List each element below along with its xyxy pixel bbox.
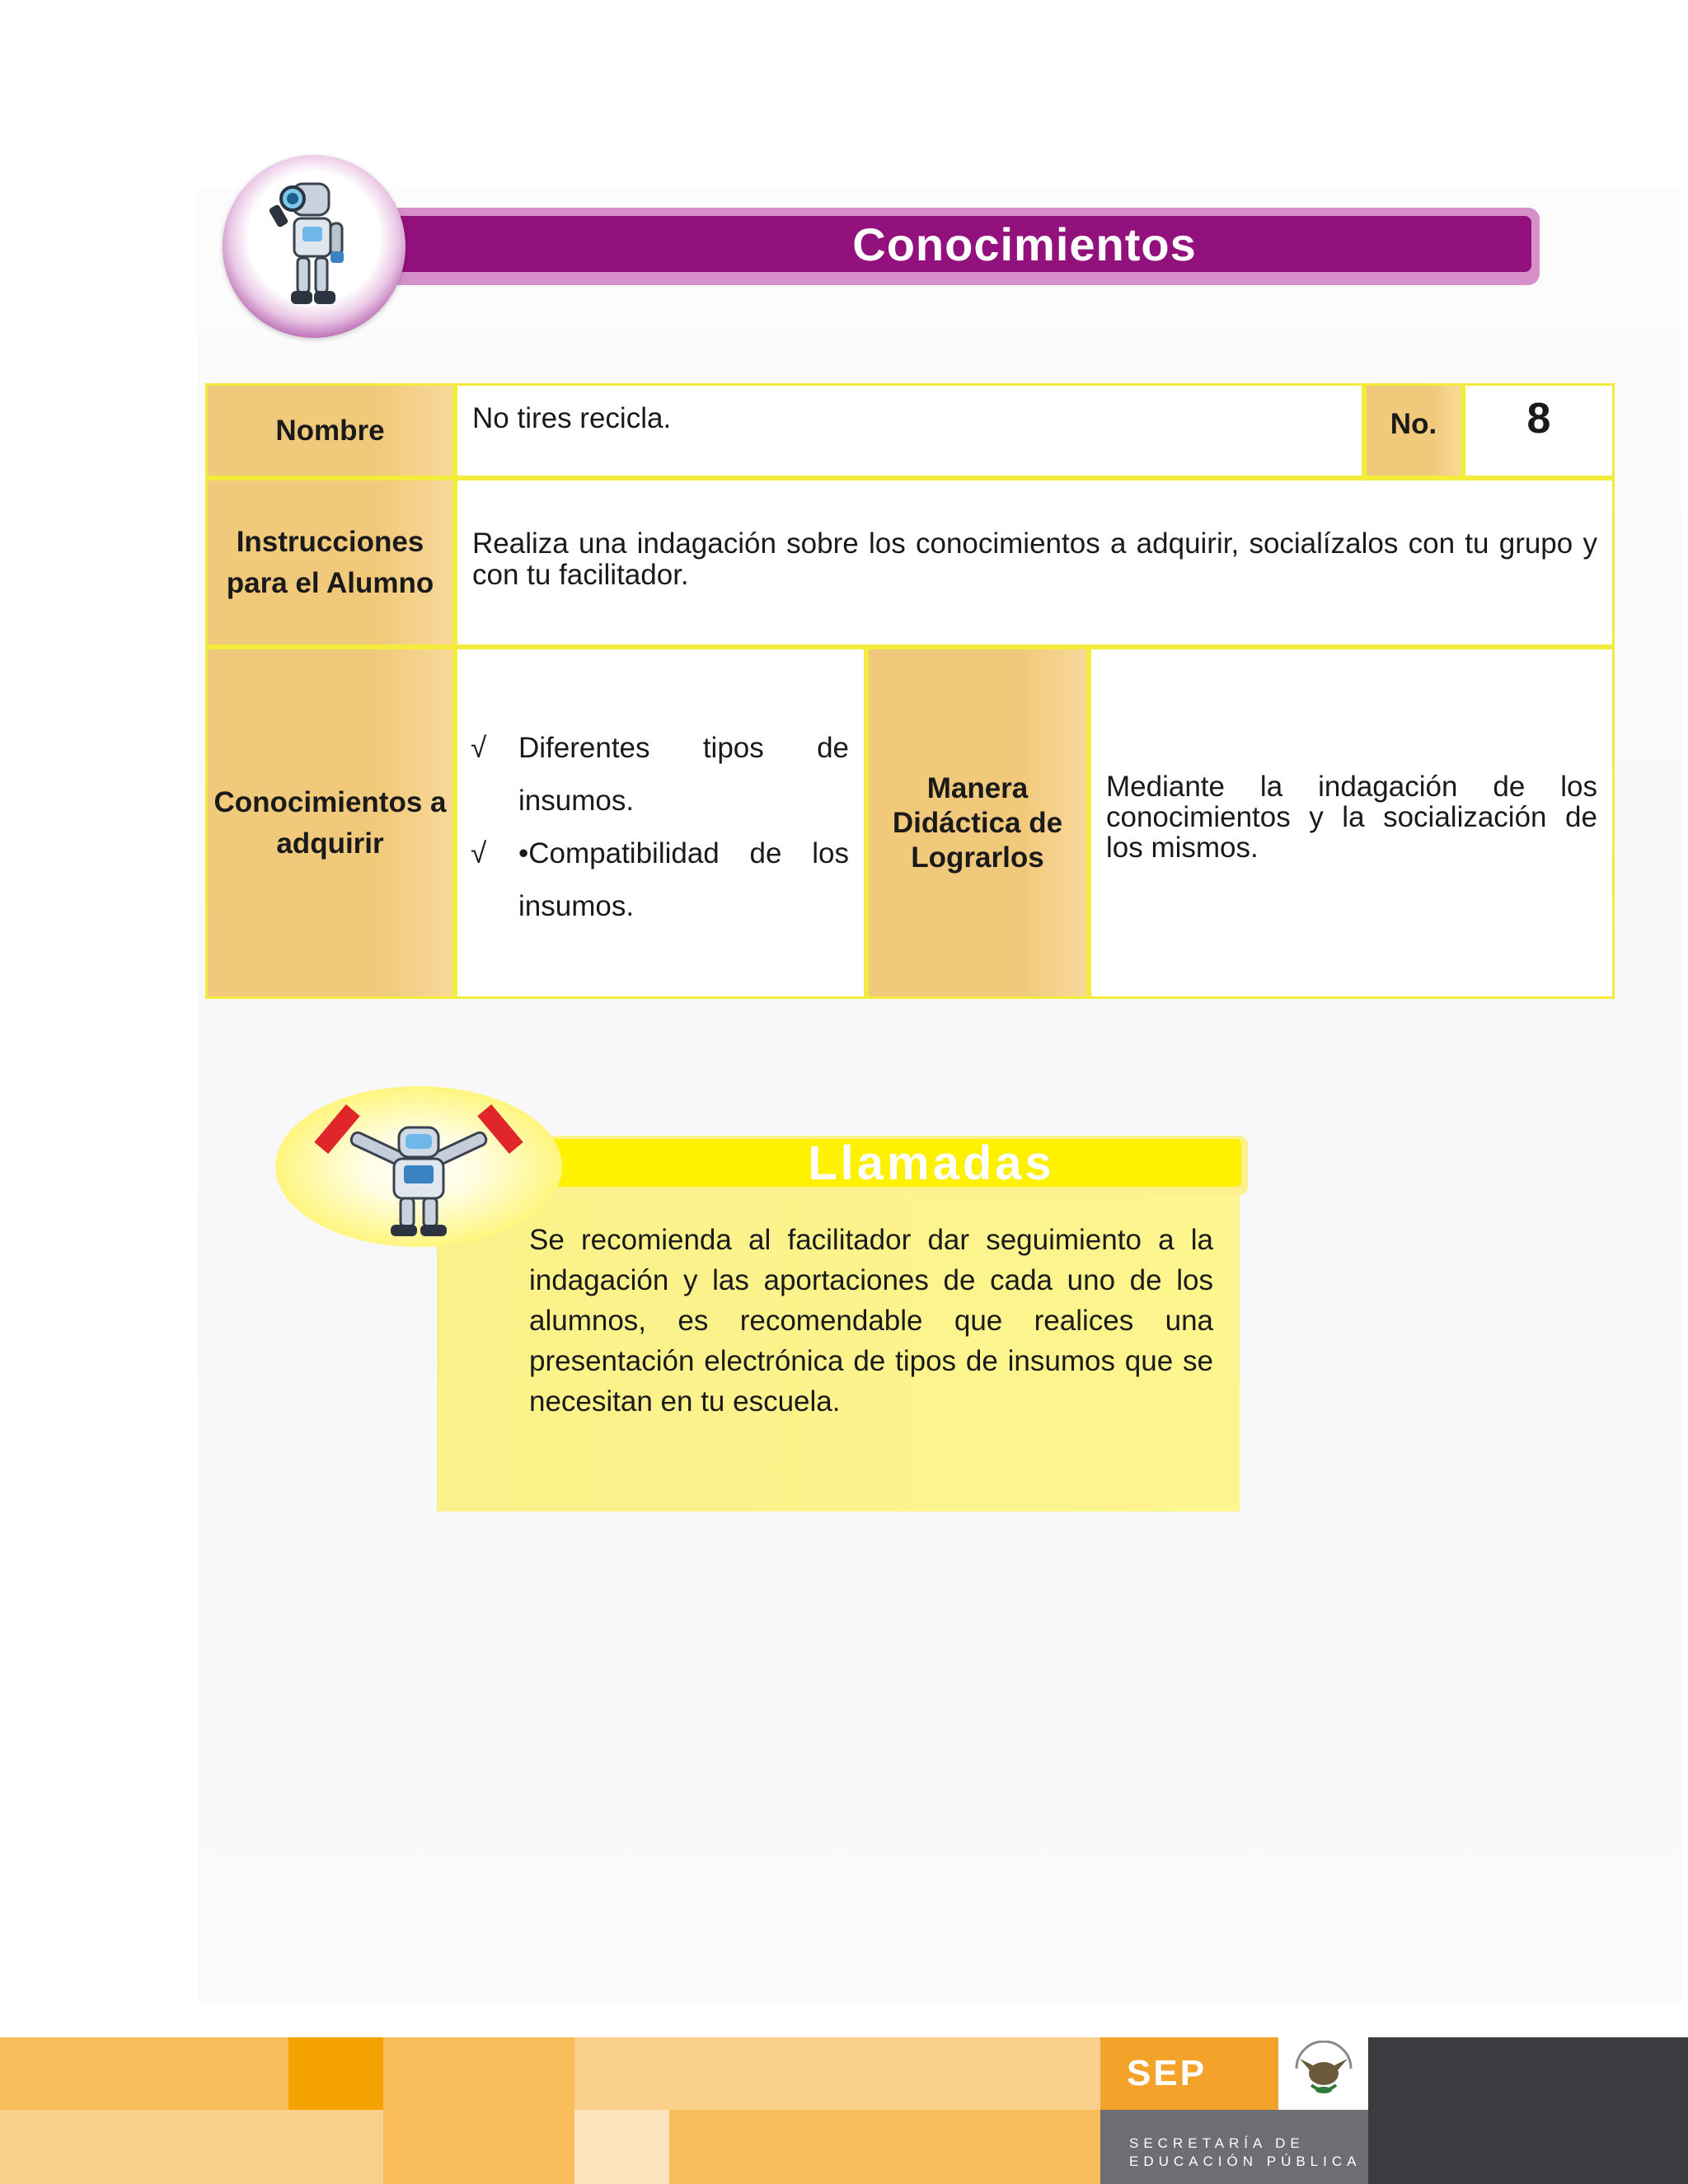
nombre-label xyxy=(205,383,455,478)
footer-color-block xyxy=(669,2110,1100,2184)
footer-color-block xyxy=(0,2110,383,2184)
conocimientos-label xyxy=(205,647,455,999)
nombre-value: No tires recicla. xyxy=(455,383,1364,478)
sep-logo: SEP xyxy=(1100,2037,1278,2110)
manera-label-text: Manera Didáctica de Lograrlos xyxy=(892,771,1063,874)
check-icon: √ xyxy=(471,732,487,764)
list-item-text: •Compatibilidad de los xyxy=(518,837,849,869)
instrucciones-label-text: Instrucciones para el Alumno xyxy=(226,525,434,599)
instrucciones-label xyxy=(205,478,455,647)
conocimientos-label-text: Conocimientos a adquirir xyxy=(213,785,447,860)
section-header-conocimientos xyxy=(221,153,1540,343)
manera-label xyxy=(866,647,1089,999)
check-icon: √ xyxy=(471,837,487,869)
number-label xyxy=(1364,383,1463,478)
list-item-text: Diferentes tipos de xyxy=(518,732,849,764)
footer xyxy=(0,2037,1688,2184)
section-title: Conocimientos xyxy=(852,218,1197,270)
footer-color-block xyxy=(383,2037,574,2184)
nombre-label-text: Nombre xyxy=(275,414,385,447)
sep-org-name xyxy=(1129,2135,1361,2171)
list-item-continuation: insumos. xyxy=(518,890,635,922)
footer-dark-block xyxy=(1368,2037,1688,2184)
list-item xyxy=(471,722,849,775)
robot-flags-icon xyxy=(275,1086,562,1247)
manera-value: Mediante la indagación de los conocimientos y la socialización de los mismos. xyxy=(1089,647,1615,999)
header-bar xyxy=(377,216,1531,272)
conocimientos-list xyxy=(455,647,866,999)
footer-color-block xyxy=(288,2037,383,2110)
number-value: 8 xyxy=(1463,383,1615,478)
mexico-coat-of-arms-icon xyxy=(1278,2037,1368,2110)
robot-magnifier-icon xyxy=(223,155,406,338)
footer-color-block xyxy=(574,2110,669,2184)
llamadas-text: Se recomienda al facilitador dar seguimiento a la indagación y las aportaciones de cada uno de los alumnos, es recomendable que realices una presentación electrónica de tipos de insumos que se necesitan en tu escuela. xyxy=(529,1224,1213,1418)
llamadas-callout xyxy=(275,1086,1248,1515)
activity-table xyxy=(205,383,1615,999)
list-item-continuation: insumos. xyxy=(518,785,635,817)
instrucciones-value: Realiza una indagación sobre los conocimientos a adquirir, socialízalos con tu grupo y con tu facilitador. xyxy=(455,478,1615,647)
footer-color-block xyxy=(574,2037,1100,2110)
sep-org-line-1: SECRETARÍA DE xyxy=(1129,2135,1305,2151)
llamadas-title: Llamadas xyxy=(808,1136,1055,1190)
llamadas-bar xyxy=(523,1136,1241,1190)
llamadas-box xyxy=(437,1177,1240,1511)
list-item xyxy=(471,827,849,880)
footer-color-block xyxy=(0,2037,288,2110)
sep-org-line-2: EDUCACIÓN PÚBLICA xyxy=(1129,2154,1362,2169)
number-label-text: No. xyxy=(1390,408,1437,440)
